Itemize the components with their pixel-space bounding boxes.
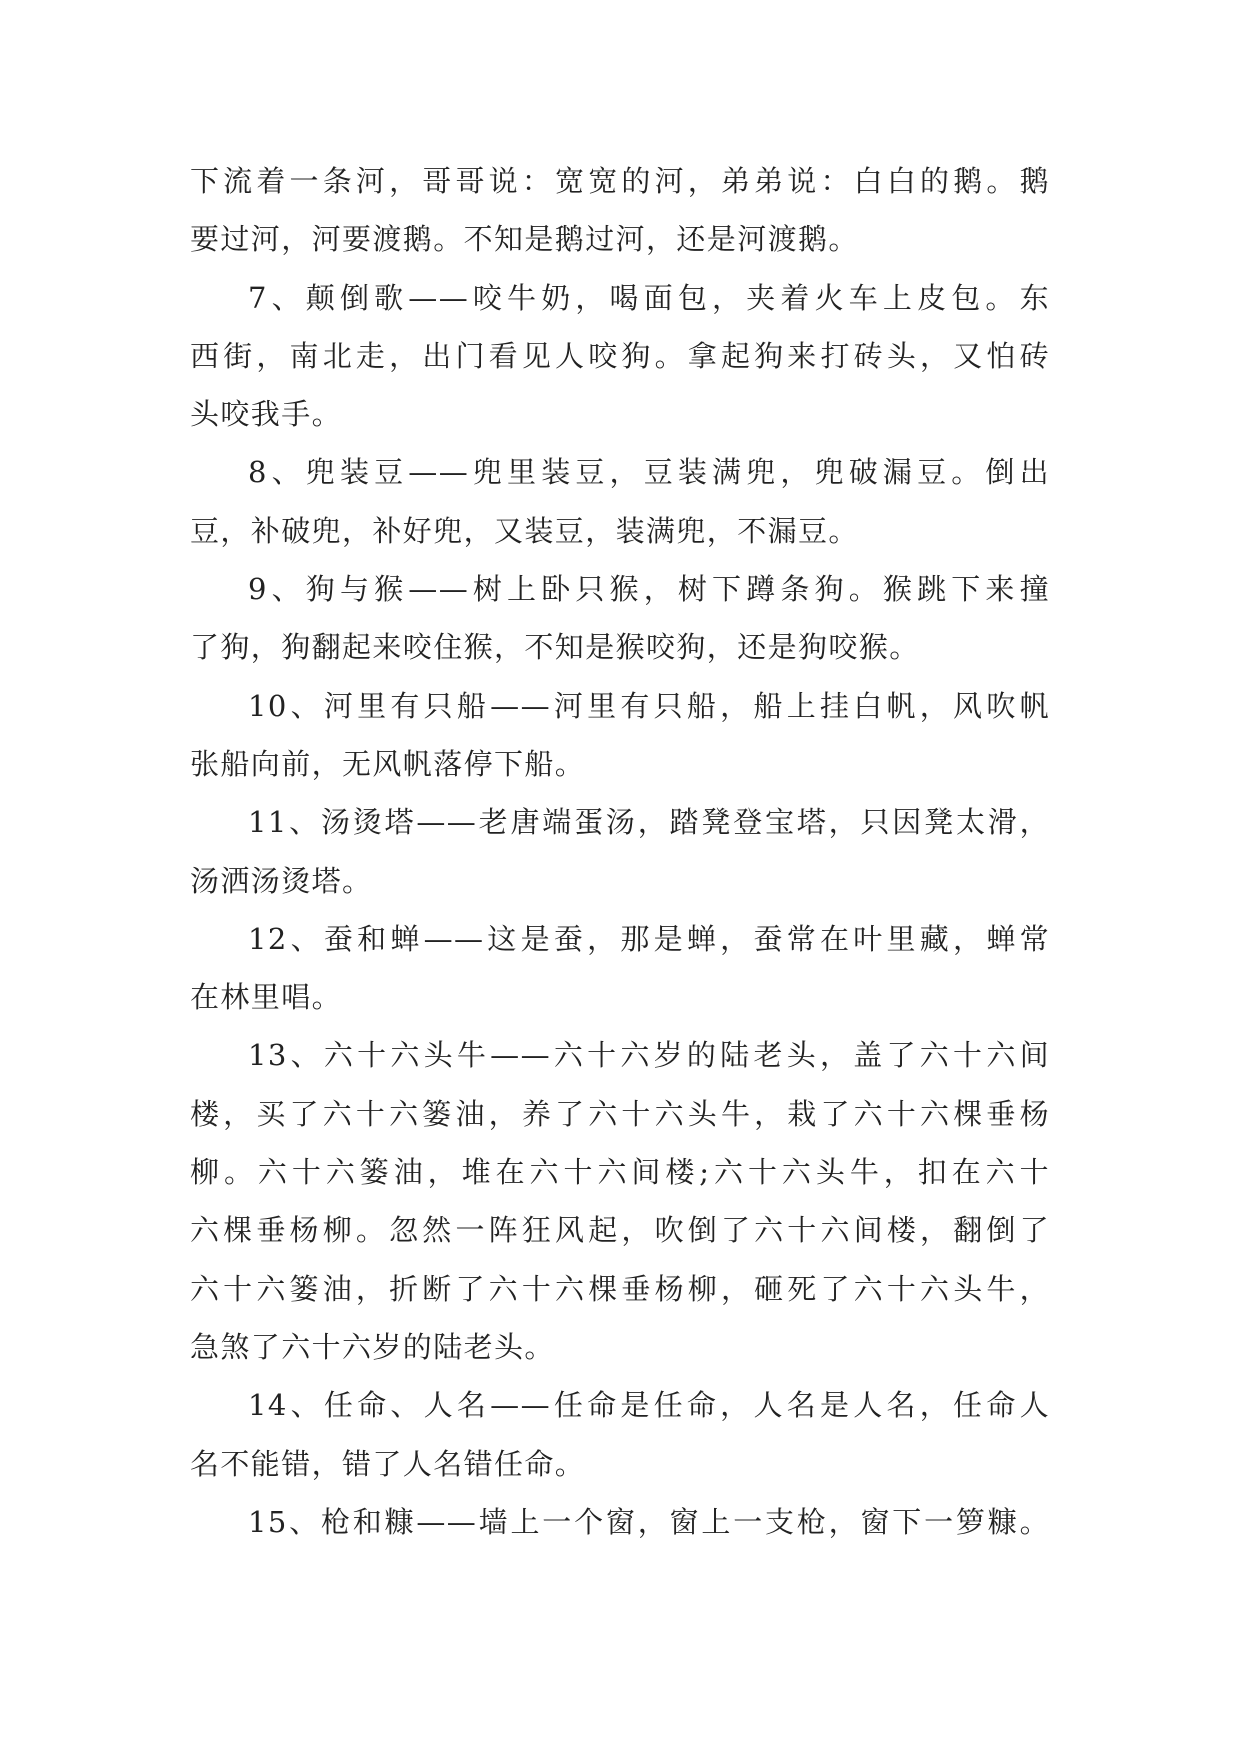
text-line: 西街，南北走，出门看见人咬狗。拿起狗来打砖头，又怕砖	[190, 338, 1050, 373]
text-line: 要过河，河要渡鹅。不知是鹅过河，还是河渡鹅。	[190, 222, 859, 257]
text-line: 楼，买了六十六篓油，养了六十六头牛，栽了六十六棵垂杨	[190, 1096, 1050, 1131]
document-body	[190, 152, 1050, 1551]
paragraph-first-line: 12、蚕和蝉——这是蚕，那是蝉，蚕常在叶里藏，蝉常	[248, 921, 1050, 956]
text-line: 在林里唱。	[190, 980, 343, 1015]
text-line: 汤洒汤烫塔。	[190, 863, 373, 898]
text-line: 下流着一条河，哥哥说：宽宽的河，弟弟说：白白的鹅。鹅	[190, 164, 1050, 198]
text-line: 张船向前，无风帆落停下船。	[190, 746, 586, 781]
text-line: 柳。六十六篓油，堆在六十六间楼;六十六头牛，扣在六十	[190, 1155, 1050, 1190]
paragraph-first-line: 11、汤烫塔——老唐端蛋汤，踏凳登宝塔，只因凳太滑，	[248, 805, 1050, 840]
paragraph-first-line: 9、狗与猴——树上卧只猴，树下蹲条狗。猴跳下来撞	[248, 572, 1050, 607]
text-line: 急煞了六十六岁的陆老头。	[190, 1329, 555, 1364]
paragraph-first-line: 15、枪和糠——墙上一个窗，窗上一支枪，窗下一箩糠。	[248, 1504, 1050, 1539]
paragraph-first-line: 10、河里有只船——河里有只船，船上挂白帆，风吹帆	[248, 688, 1050, 723]
paragraph-first-line: 14、任命、人名——任命是任命，人名是人名，任命人	[248, 1388, 1050, 1423]
text-line: 了狗，狗翻起来咬住猴，不知是猴咬狗，还是狗咬猴。	[190, 630, 920, 665]
paragraph-first-line: 8、兜装豆——兜里装豆，豆装满兜，兜破漏豆。倒出	[248, 455, 1050, 490]
paragraph-first-line: 13、六十六头牛——六十六岁的陆老头，盖了六十六间	[248, 1038, 1050, 1073]
text-line: 六棵垂杨柳。忽然一阵狂风起，吹倒了六十六间楼，翻倒了	[190, 1213, 1050, 1248]
text-line: 豆，补破兜，补好兜，又装豆，装满兜，不漏豆。	[190, 513, 859, 548]
text-line: 头咬我手。	[190, 397, 343, 432]
text-line: 名不能错，错了人名错任命。	[190, 1446, 586, 1481]
paragraph-first-line: 7、颠倒歌——咬牛奶，喝面包，夹着火车上皮包。东	[248, 280, 1050, 315]
text-line: 六十六篓油，折断了六十六棵垂杨柳，砸死了六十六头牛，	[190, 1271, 1050, 1306]
